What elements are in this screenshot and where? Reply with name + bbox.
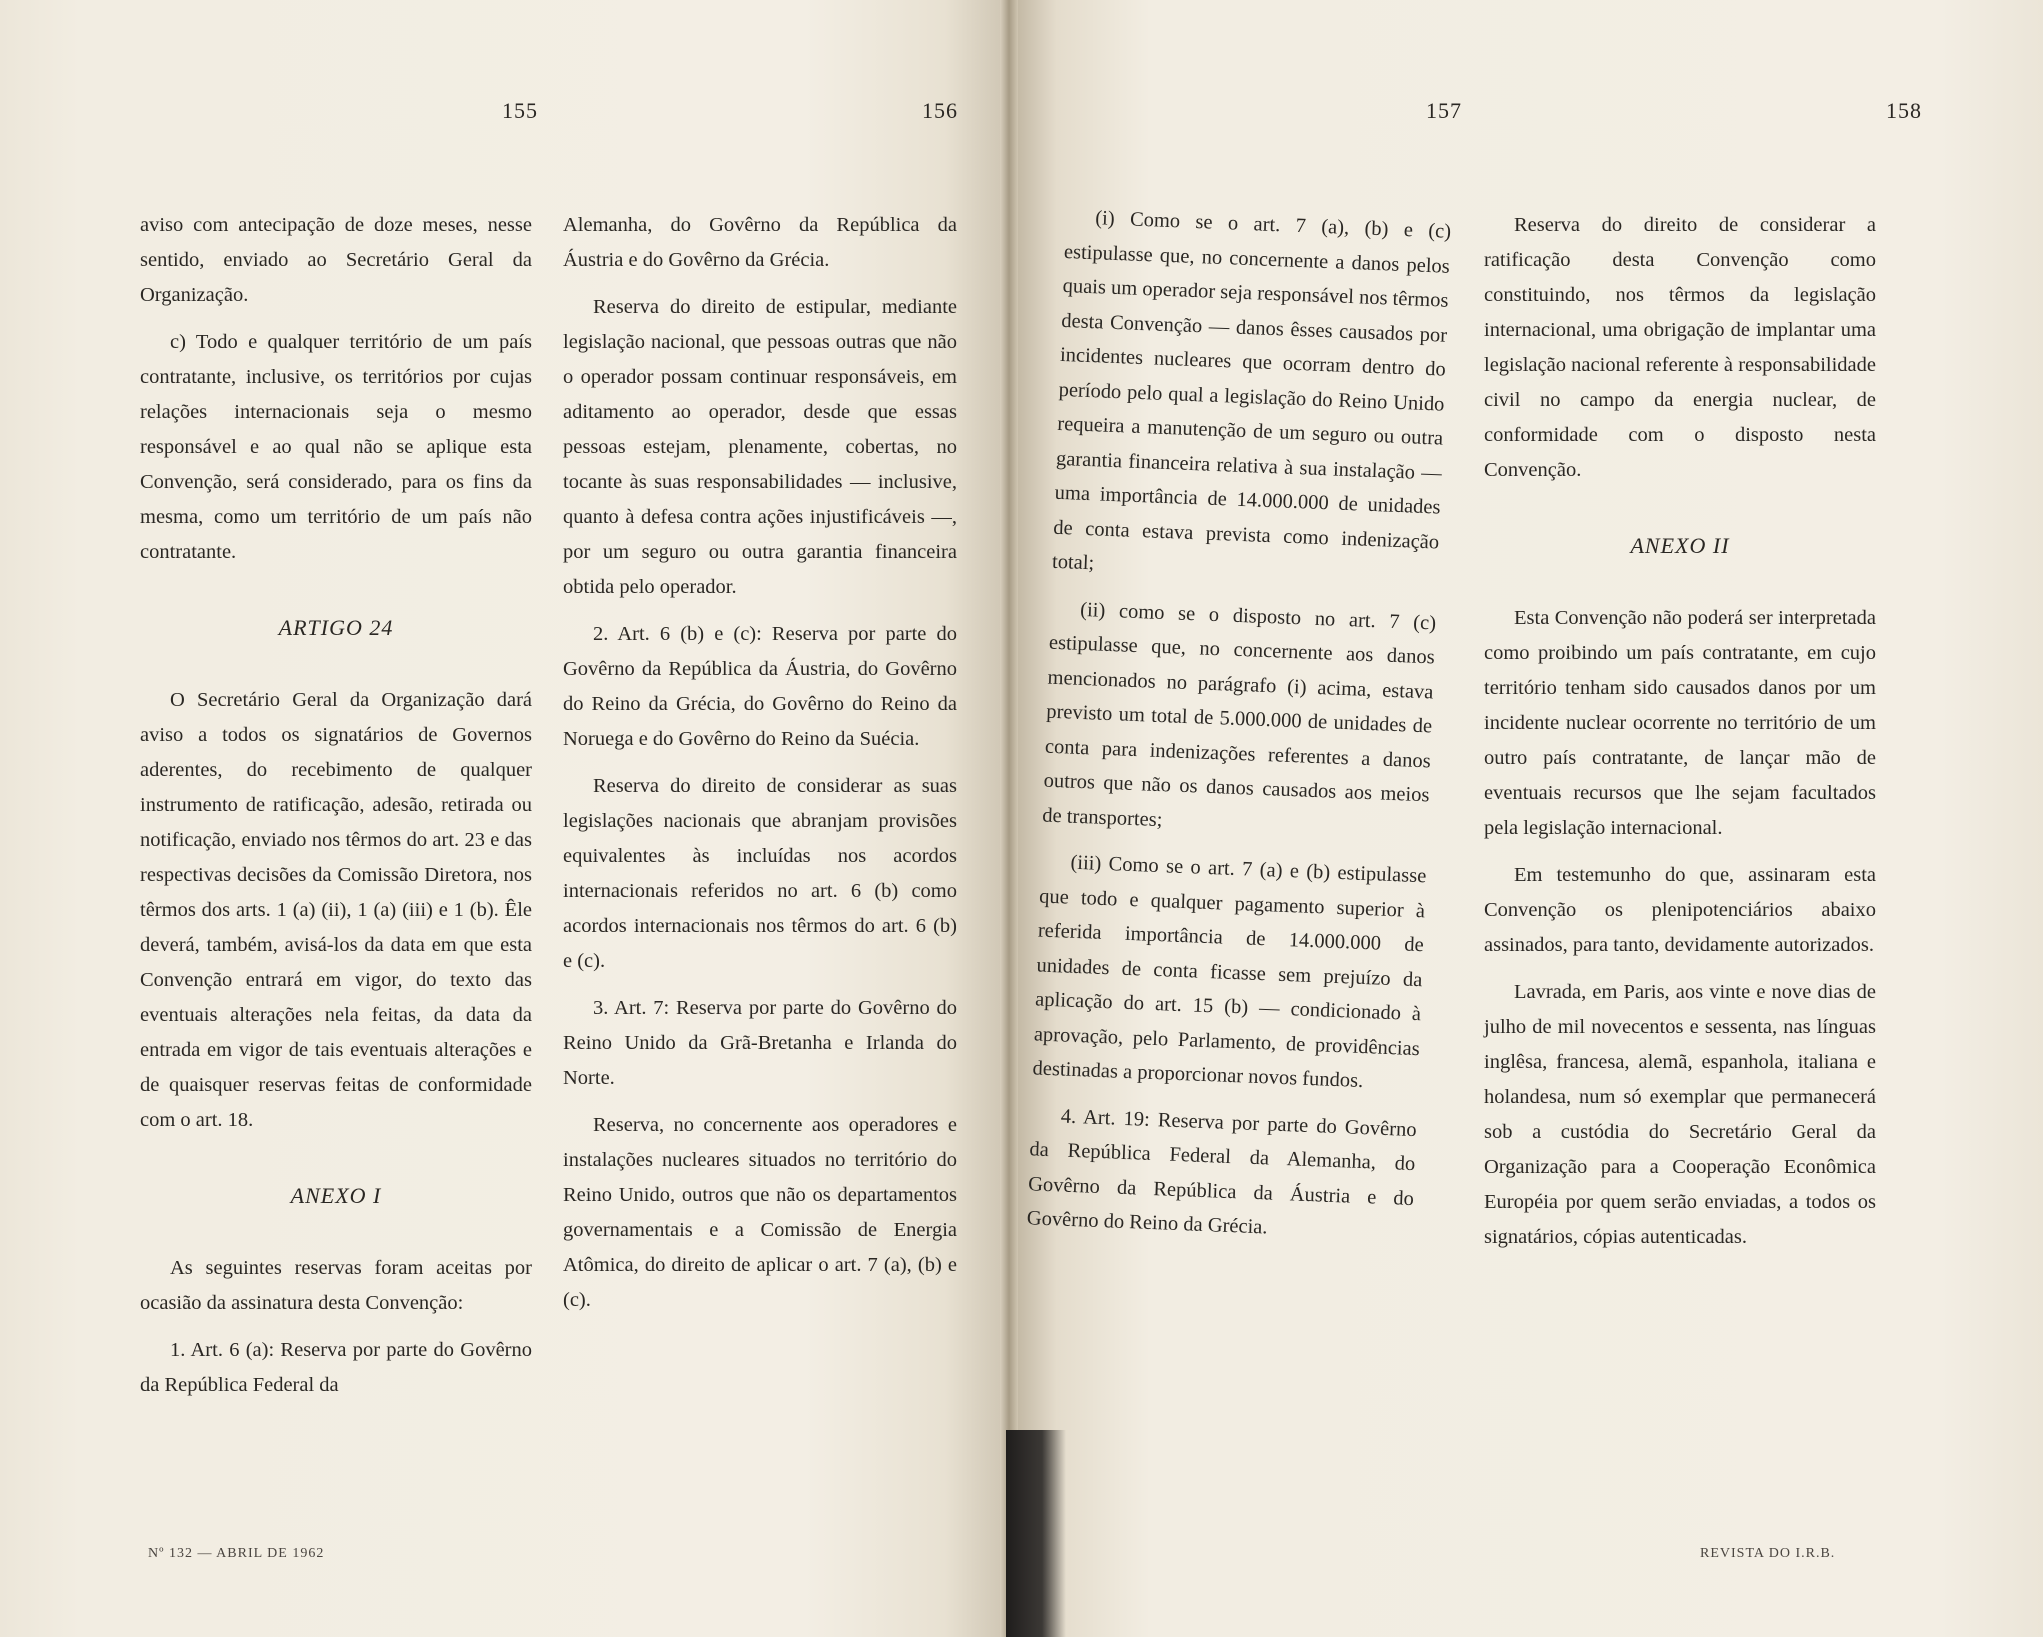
page-number-157: 157	[1426, 98, 1462, 123]
section-heading: ANEXO II	[1630, 533, 1730, 558]
column-page-157	[1026, 200, 1452, 1263]
page-number-155: 155	[502, 98, 538, 123]
paragraph: Lavrada, em Paris, aos vinte e nove dias de julho de mil novecentos e sessenta, nas línguas inglêsa, francesa, alemã, espanhola, italiana e holandesa, num só exemplar que permanecerá sob a custódia do Secretário Geral da Organização para a Cooperação Econômica Européia por quem serão enviadas, a todos os signatários, cópias autenticadas.	[1484, 981, 1876, 1248]
column-page-155	[140, 208, 532, 1415]
paragraph: aviso com antecipação de doze meses, nesse sentido, enviado ao Secretário Geral da Organização.	[140, 214, 532, 306]
footer-issue-date: Nº 132 — ABRIL DE 1962	[148, 1546, 325, 1561]
paragraph: Alemanha, do Govêrno da República da Áustria e do Govêrno da Grécia.	[563, 214, 957, 271]
paragraph: 4. Art. 19: Reserva por parte do Govêrno da República Federal da Alemanha, do Govêrno da República da Áustria e do Govêrno do Reino da Grécia.	[1026, 1104, 1417, 1239]
paragraph: Em testemunho do que, assinaram esta Convenção os plenipotenciários abaixo assinados, para tanto, devidamente autorizados.	[1484, 864, 1876, 956]
book-gutter	[1000, 0, 1018, 1637]
footer-journal-name: REVISTA DO I.R.B.	[1700, 1546, 1836, 1561]
paragraph: c) Todo e qualquer território de um país contratante, inclusive, os territórios por cujas relações internacionais seja o mesmo responsável e ao qual não se aplique esta Convenção, será considerado, para os fins da mesma, como um território de um país não contratante.	[140, 331, 532, 563]
section-heading: ANEXO I	[290, 1183, 382, 1208]
column-page-156	[563, 208, 957, 1330]
page-number-158: 158	[1886, 98, 1922, 123]
section-heading: ARTIGO 24	[278, 615, 394, 640]
paragraph: Esta Convenção não poderá ser interpretada como proibindo um país contratante, em cujo território tenham sido causados danos por um incidente nuclear ocorrente no território de um outro país contratante, de lançar mão de eventuais recursos que lhe sejam facultados pela legislação internacional.	[1484, 607, 1876, 839]
paragraph: (ii) como se o disposto no art. 7 (c) estipulasse que, no concernente aos danos mencionados no parágrafo (i) acima, estava previsto um total de 5.000.000 de unidades de conta para indenizações referentes a danos outros que não os danos causados aos meios de transportes;	[1041, 598, 1437, 831]
paragraph: 1. Art. 6 (a): Reserva por parte do Govêrno da República Federal da	[140, 1339, 532, 1396]
binding-shadow	[1006, 1430, 1066, 1637]
paragraph: 3. Art. 7: Reserva por parte do Govêrno do Reino Unido da Grã-Bretanha e Irlanda do Norte.	[563, 997, 957, 1089]
paragraph: As seguintes reservas foram aceitas por ocasião da assinatura desta Convenção:	[140, 1257, 532, 1314]
paragraph: 2. Art. 6 (b) e (c): Reserva por parte do Govêrno da República da Áustria, do Govêrno do Reino da Grécia, do Govêrno do Reino da Noruega e do Govêrno do Reino da Suécia.	[563, 623, 957, 750]
page-number-156: 156	[922, 98, 958, 123]
paragraph: (iii) Como se o art. 7 (a) e (b) estipulasse que todo e qualquer pagamento superior à referida importância de 14.000.000 de unidades de conta ficasse sem prejuízo da aplicação do art. 15 (b) — condicionado à aprovação, pelo Parlamento, de providências destinadas a proporcionar novos fundos.	[1032, 851, 1427, 1093]
paragraph: Reserva do direito de considerar as suas legislações nacionais que abranjam provisões equivalentes às incluídas nos acordos internacionais referidos no art. 6 (b) como acordos internacionais nos têrmos do art. 6 (b) e (c).	[563, 775, 957, 972]
paragraph: Reserva do direito de considerar a ratificação desta Convenção como constituindo, nos têrmos da legislação internacional, uma obrigação de implantar uma legislação nacional referente à responsabilidade civil no campo da energia nuclear, de conformidade com o disposto nesta Convenção.	[1484, 214, 1876, 481]
paragraph: Reserva do direito de estipular, mediante legislação nacional, que pessoas outras que não o operador possam continuar responsáveis, em aditamento ao operador, desde que essas pessoas estejam, plenamente, cobertas, no tocante às suas responsabilidades — inclusive, quanto à defesa contra ações injustificáveis —, por um seguro ou outra garantia financeira obtida pelo operador.	[563, 296, 957, 598]
paragraph: Reserva, no concernente aos operadores e instalações nucleares situados no território do Reino Unido, outros que não os departamentos governamentais e a Comissão de Energia Atômica, do direito de aplicar o art. 7 (a), (b) e (c).	[563, 1114, 957, 1311]
paragraph: O Secretário Geral da Organização dará aviso a todos os signatários de Governos aderentes, do recebimento de qualquer instrumento de ratificação, adesão, retirada ou notificação, enviado nos têrmos do art. 23 e das respectivas decisões da Comissão Diretora, nos têrmos dos arts. 1 (a) (ii), 1 (a) (iii) e 1 (b). Êle deverá, também, avisá-los da data em que esta Convenção entrará em vigor, do texto das eventuais alterações nela feitas, da data da entrada em vigor de tais eventuais alterações e de quaisquer reservas feitas de conformidade com o art. 18.	[140, 689, 532, 1131]
column-page-158	[1484, 208, 1876, 1267]
paragraph: (i) Como se o art. 7 (a), (b) e (c) estipulasse que, no concernente a danos pelos quais um operador seja responsável nos têrmos desta Convenção — danos êsses causados por incidentes nucleares que ocorram dentro do período pelo qual a legislação do Reino Unido requeira a manutenção de um seguro ou outra garantia financeira relativa à sua instalação — uma importância de 14.000.000 de unidades de conta estava prevista como indenização total;	[1051, 207, 1452, 575]
